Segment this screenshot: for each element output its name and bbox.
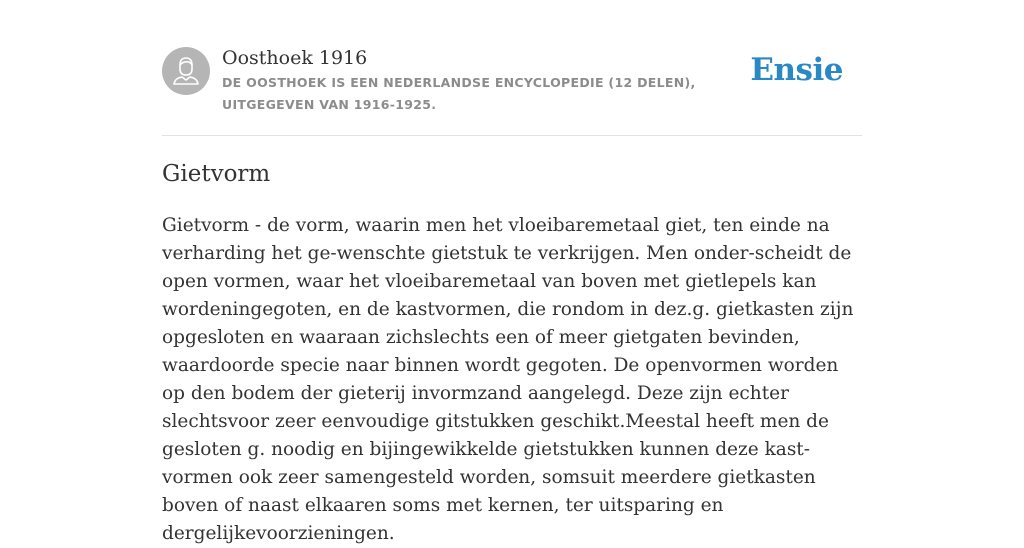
article-body: Gietvorm - de vorm, waarin men het vloeibaremetaal giet, ten einde na verharding het ge-wenschte gietstuk te verkrijgen. Men onder-scheidt de open vormen, waar het vloeibaremetaal van boven met gietlepels kan wordeningegoten, en de kastvormen, die rondom in dez.g. gietkasten zijn opgesloten en waaraan zichslechts een of meer gietgaten bevinden, waardoorde specie naar binnen wordt gegoten. De openvormen worden op den bodem der gieterij invormzand aangelegd. Deze zijn echter slechtsvoor zeer eenvoudige gitstukken geschikt.Meestal heeft men de gesloten g. noodig en bijingewikkelde gietstukken kunnen deze kast-vormen ook zeer samengesteld worden, somsuit meerdere gietkasten boven of naast elkaaren soms met kernen, ter uitsparing en dergelijkevoorzieningen. (162, 215, 854, 544)
article-page (162, 0, 862, 544)
source-title[interactable]: Oosthoek 1916 (222, 47, 368, 69)
source-info (222, 46, 762, 116)
ensie-logo[interactable]: Ensie (750, 52, 843, 88)
user-avatar-icon (162, 47, 210, 95)
source-description: DE OOSTHOEK IS EEN NEDERLANDSE ENCYCLOPEDIE (12 DELEN), UITGEGEVEN VAN 1916-1925. (222, 75, 696, 112)
source-header (162, 46, 862, 136)
article-title: Gietvorm (162, 161, 271, 187)
header-divider (162, 135, 862, 136)
source-avatar[interactable] (162, 47, 210, 95)
